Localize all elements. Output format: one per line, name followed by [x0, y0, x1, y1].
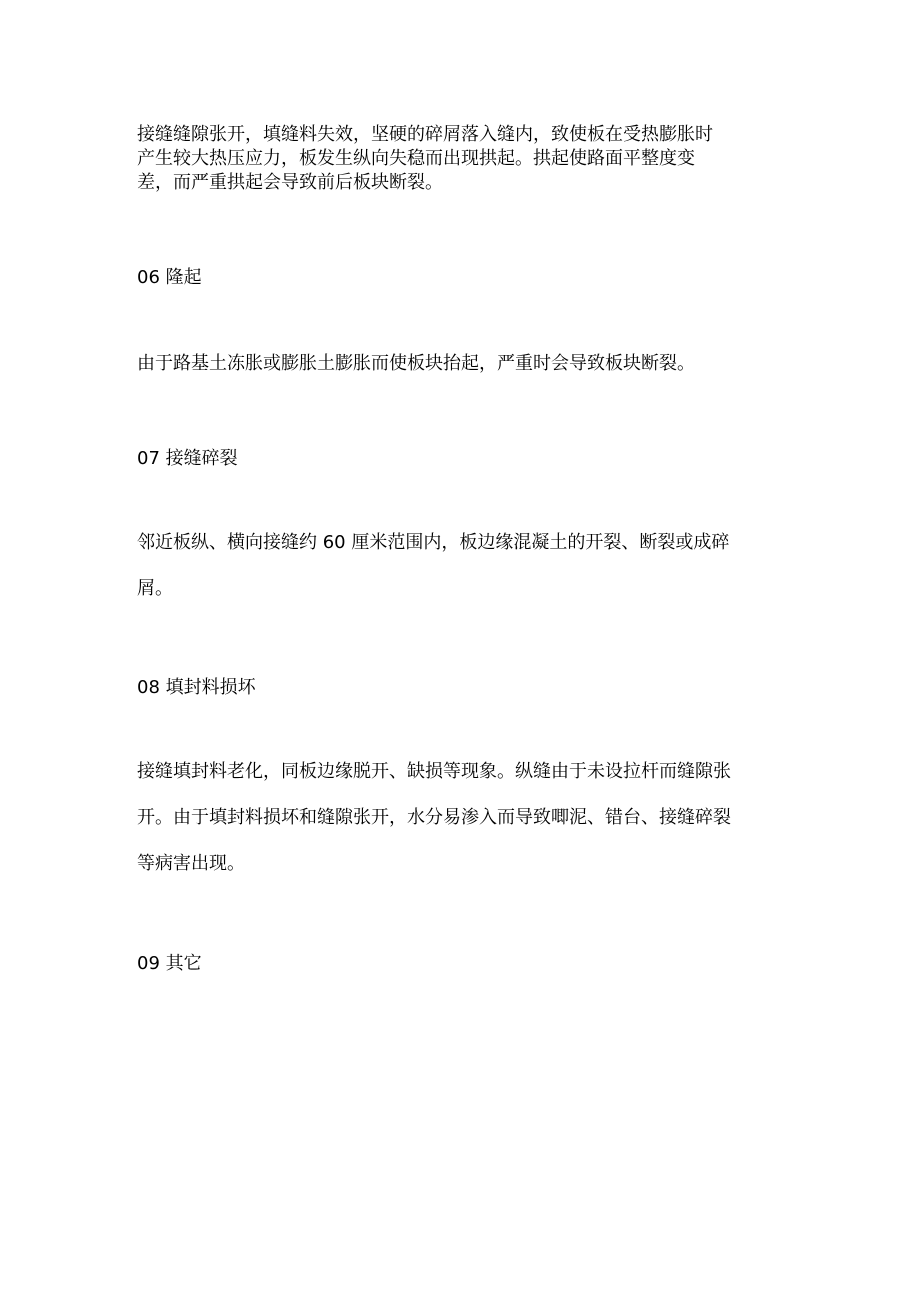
section-heading-06: 06 隆起 — [137, 267, 202, 288]
section-heading-09: 09 其它 — [137, 953, 202, 974]
paragraph-sealant-damage — [137, 749, 731, 887]
text-line: 开。由于填封料损坏和缝隙张开，水分易渗入而导致唧泥、错台、接缝碎裂 — [137, 807, 731, 828]
section-heading-08: 08 填封料损坏 — [137, 677, 256, 698]
text-line: 接缝缝隙张开，填缝料失效，坚硬的碎屑落入缝内，致使板在受热膨胀时 — [137, 124, 713, 145]
text-line: 接缝填封料老化，同板边缘脱开、缺损等现象。纵缝由于未设拉杆而缝隙张 — [137, 761, 731, 782]
section-heading-07: 07 接缝碎裂 — [137, 448, 238, 469]
text-line: 等病害出现。 — [137, 853, 245, 874]
paragraph-arching — [137, 123, 713, 195]
text-line: 屑。 — [137, 578, 173, 599]
text-line: 差，而严重拱起会导致前后板块断裂。 — [137, 172, 443, 193]
paragraph-heave: 由于路基土冻胀或膨胀土膨胀而使板块抬起，严重时会导致板块断裂。 — [137, 353, 695, 374]
text-line: 产生较大热压应力，板发生纵向失稳而出现拱起。拱起使路面平整度变 — [137, 148, 695, 169]
paragraph-joint-spalling — [137, 520, 729, 612]
text-line: 邻近板纵、横向接缝约 60 厘米范围内，板边缘混凝土的开裂、断裂或成碎 — [137, 532, 730, 553]
